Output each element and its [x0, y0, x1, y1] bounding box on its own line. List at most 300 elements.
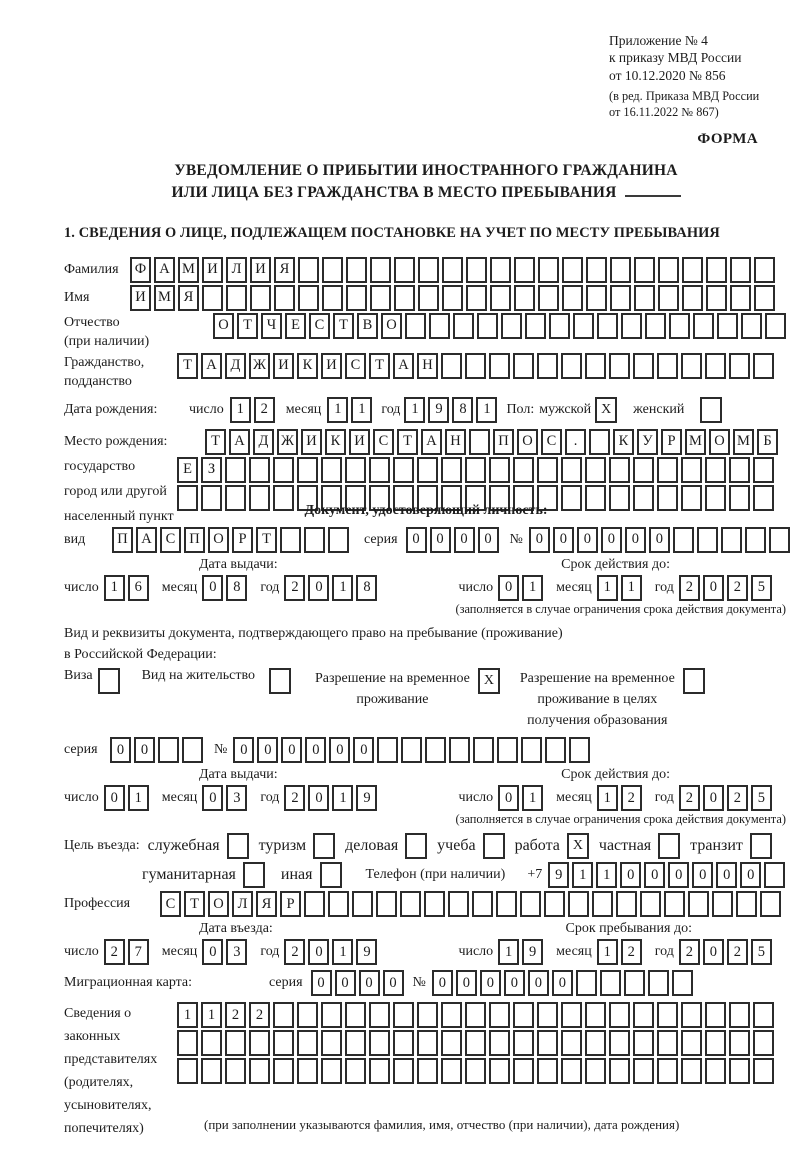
- form-cell[interactable]: [369, 1002, 390, 1028]
- form-cell[interactable]: [664, 891, 685, 917]
- form-cell[interactable]: [681, 1058, 702, 1084]
- form-cell[interactable]: [549, 313, 570, 339]
- form-cell[interactable]: Б: [757, 429, 778, 455]
- form-cell[interactable]: [645, 313, 666, 339]
- form-cell[interactable]: [706, 257, 727, 283]
- form-cell[interactable]: 0: [335, 970, 356, 996]
- form-cell[interactable]: 1: [621, 575, 642, 601]
- form-cell[interactable]: [545, 737, 566, 763]
- form-cell[interactable]: 2: [284, 785, 305, 811]
- form-cell[interactable]: [753, 1058, 774, 1084]
- form-cell[interactable]: [273, 1030, 294, 1056]
- form-cell[interactable]: [521, 737, 542, 763]
- form-cell[interactable]: [441, 1030, 462, 1056]
- form-cell[interactable]: [616, 891, 637, 917]
- form-cell[interactable]: 2: [225, 1002, 246, 1028]
- form-cell[interactable]: Ч: [261, 313, 282, 339]
- form-cell[interactable]: 1: [572, 862, 593, 888]
- form-cell[interactable]: 1: [332, 575, 353, 601]
- form-cell[interactable]: 2: [679, 939, 700, 965]
- form-cell[interactable]: [729, 1002, 750, 1028]
- form-cell[interactable]: Ф: [130, 257, 151, 283]
- form-cell[interactable]: [225, 457, 246, 483]
- form-cell[interactable]: 0: [454, 527, 475, 553]
- form-cell[interactable]: 0: [406, 527, 427, 553]
- form-cell[interactable]: 0: [202, 575, 223, 601]
- form-cell[interactable]: Т: [369, 353, 390, 379]
- form-cell[interactable]: [657, 353, 678, 379]
- form-cell[interactable]: [681, 1030, 702, 1056]
- form-cell[interactable]: [370, 285, 391, 311]
- form-cell[interactable]: 0: [281, 737, 302, 763]
- form-cell[interactable]: [249, 1030, 270, 1056]
- form-cell[interactable]: [589, 429, 610, 455]
- form-cell[interactable]: С: [541, 429, 562, 455]
- form-cell[interactable]: [297, 1002, 318, 1028]
- form-cell[interactable]: З: [201, 457, 222, 483]
- form-cell[interactable]: А: [136, 527, 157, 553]
- form-cell[interactable]: 0: [134, 737, 155, 763]
- form-cell[interactable]: [658, 285, 679, 311]
- form-cell[interactable]: 2: [727, 575, 748, 601]
- form-cell[interactable]: [453, 313, 474, 339]
- form-cell[interactable]: [561, 1002, 582, 1028]
- form-cell[interactable]: 0: [480, 970, 501, 996]
- form-cell[interactable]: 3: [226, 785, 247, 811]
- form-cell[interactable]: [469, 429, 490, 455]
- form-cell[interactable]: [466, 257, 487, 283]
- form-cell[interactable]: 1: [597, 575, 618, 601]
- form-cell[interactable]: 1: [597, 939, 618, 965]
- form-cell[interactable]: [640, 891, 661, 917]
- form-cell[interactable]: [158, 737, 179, 763]
- form-cell[interactable]: [585, 353, 606, 379]
- form-cell[interactable]: [393, 457, 414, 483]
- form-cell[interactable]: 0: [202, 785, 223, 811]
- form-cell[interactable]: 0: [110, 737, 131, 763]
- form-cell[interactable]: Р: [661, 429, 682, 455]
- form-cell[interactable]: [477, 313, 498, 339]
- form-cell[interactable]: [717, 313, 738, 339]
- form-cell[interactable]: Я: [178, 285, 199, 311]
- form-cell[interactable]: [561, 1058, 582, 1084]
- form-cell[interactable]: 0: [553, 527, 574, 553]
- form-cell[interactable]: [609, 485, 630, 511]
- purpose-humanitarian-checkbox[interactable]: [243, 862, 265, 888]
- form-cell[interactable]: [609, 457, 630, 483]
- form-cell[interactable]: [697, 527, 718, 553]
- form-cell[interactable]: [633, 485, 654, 511]
- visa-checkbox[interactable]: [98, 668, 120, 694]
- form-cell[interactable]: 0: [620, 862, 641, 888]
- form-cell[interactable]: [472, 891, 493, 917]
- form-cell[interactable]: 1: [522, 785, 543, 811]
- form-cell[interactable]: [490, 285, 511, 311]
- form-cell[interactable]: 0: [311, 970, 332, 996]
- form-cell[interactable]: 1: [404, 397, 425, 423]
- form-cell[interactable]: [760, 891, 781, 917]
- form-cell[interactable]: [465, 1030, 486, 1056]
- form-cell[interactable]: [393, 1058, 414, 1084]
- form-cell[interactable]: [753, 1030, 774, 1056]
- form-cell[interactable]: [729, 457, 750, 483]
- form-cell[interactable]: Р: [232, 527, 253, 553]
- form-cell[interactable]: [769, 527, 790, 553]
- form-cell[interactable]: 0: [716, 862, 737, 888]
- form-cell[interactable]: 2: [621, 939, 642, 965]
- form-cell[interactable]: [592, 891, 613, 917]
- form-cell[interactable]: 1: [351, 397, 372, 423]
- form-cell[interactable]: [633, 1058, 654, 1084]
- purpose-private-checkbox[interactable]: [658, 833, 680, 859]
- form-cell[interactable]: 0: [528, 970, 549, 996]
- form-cell[interactable]: [621, 313, 642, 339]
- form-cell[interactable]: [201, 1058, 222, 1084]
- form-cell[interactable]: [610, 257, 631, 283]
- form-cell[interactable]: [177, 485, 198, 511]
- purpose-business-checkbox[interactable]: [405, 833, 427, 859]
- form-cell[interactable]: [609, 1058, 630, 1084]
- form-cell[interactable]: [489, 1030, 510, 1056]
- form-cell[interactable]: [417, 1058, 438, 1084]
- form-cell[interactable]: [226, 285, 247, 311]
- form-cell[interactable]: 0: [625, 527, 646, 553]
- form-cell[interactable]: [490, 257, 511, 283]
- form-cell[interactable]: [273, 457, 294, 483]
- form-cell[interactable]: [514, 285, 535, 311]
- form-cell[interactable]: 2: [621, 785, 642, 811]
- form-cell[interactable]: [304, 891, 325, 917]
- form-cell[interactable]: 0: [456, 970, 477, 996]
- form-cell[interactable]: [705, 1030, 726, 1056]
- form-cell[interactable]: [741, 313, 762, 339]
- form-cell[interactable]: [250, 285, 271, 311]
- form-cell[interactable]: К: [613, 429, 634, 455]
- form-cell[interactable]: 0: [202, 939, 223, 965]
- form-cell[interactable]: 0: [498, 785, 519, 811]
- form-cell[interactable]: [729, 1030, 750, 1056]
- form-cell[interactable]: [225, 485, 246, 511]
- form-cell[interactable]: Т: [237, 313, 258, 339]
- form-cell[interactable]: [705, 1002, 726, 1028]
- form-cell[interactable]: [754, 257, 775, 283]
- form-cell[interactable]: [729, 485, 750, 511]
- form-cell[interactable]: [328, 527, 349, 553]
- form-cell[interactable]: Е: [177, 457, 198, 483]
- form-cell[interactable]: [449, 737, 470, 763]
- form-cell[interactable]: [693, 313, 714, 339]
- form-cell[interactable]: [489, 1058, 510, 1084]
- form-cell[interactable]: 9: [522, 939, 543, 965]
- form-cell[interactable]: [425, 737, 446, 763]
- form-cell[interactable]: С: [309, 313, 330, 339]
- form-cell[interactable]: 5: [751, 785, 772, 811]
- form-cell[interactable]: [322, 257, 343, 283]
- form-cell[interactable]: 0: [104, 785, 125, 811]
- form-cell[interactable]: [634, 285, 655, 311]
- form-cell[interactable]: Л: [226, 257, 247, 283]
- form-cell[interactable]: 8: [452, 397, 473, 423]
- form-cell[interactable]: [249, 1058, 270, 1084]
- form-cell[interactable]: Я: [256, 891, 277, 917]
- form-cell[interactable]: [201, 485, 222, 511]
- form-cell[interactable]: А: [201, 353, 222, 379]
- form-cell[interactable]: 9: [356, 939, 377, 965]
- form-cell[interactable]: 2: [284, 939, 305, 965]
- form-cell[interactable]: О: [517, 429, 538, 455]
- form-cell[interactable]: [634, 257, 655, 283]
- form-cell[interactable]: [418, 285, 439, 311]
- purpose-study-checkbox[interactable]: [483, 833, 505, 859]
- form-cell[interactable]: 7: [128, 939, 149, 965]
- form-cell[interactable]: [249, 457, 270, 483]
- form-cell[interactable]: [369, 1058, 390, 1084]
- form-cell[interactable]: [280, 527, 301, 553]
- form-cell[interactable]: [585, 1030, 606, 1056]
- form-cell[interactable]: 1: [498, 939, 519, 965]
- form-cell[interactable]: [322, 285, 343, 311]
- form-cell[interactable]: [496, 891, 517, 917]
- form-cell[interactable]: [400, 891, 421, 917]
- form-cell[interactable]: А: [154, 257, 175, 283]
- form-cell[interactable]: [442, 285, 463, 311]
- form-cell[interactable]: [609, 1002, 630, 1028]
- form-cell[interactable]: [585, 1002, 606, 1028]
- form-cell[interactable]: 1: [476, 397, 497, 423]
- form-cell[interactable]: [369, 1030, 390, 1056]
- form-cell[interactable]: 2: [254, 397, 275, 423]
- form-cell[interactable]: [585, 485, 606, 511]
- form-cell[interactable]: [538, 257, 559, 283]
- form-cell[interactable]: [345, 1058, 366, 1084]
- form-cell[interactable]: [513, 1058, 534, 1084]
- form-cell[interactable]: [562, 257, 583, 283]
- form-cell[interactable]: [393, 1030, 414, 1056]
- form-cell[interactable]: Р: [280, 891, 301, 917]
- form-cell[interactable]: [321, 1002, 342, 1028]
- form-cell[interactable]: [273, 485, 294, 511]
- form-cell[interactable]: Е: [285, 313, 306, 339]
- form-cell[interactable]: [736, 891, 757, 917]
- form-cell[interactable]: [561, 353, 582, 379]
- form-cell[interactable]: И: [301, 429, 322, 455]
- form-cell[interactable]: 6: [128, 575, 149, 601]
- form-cell[interactable]: [633, 1002, 654, 1028]
- form-cell[interactable]: 0: [432, 970, 453, 996]
- form-cell[interactable]: 0: [308, 575, 329, 601]
- form-cell[interactable]: [429, 313, 450, 339]
- form-cell[interactable]: О: [709, 429, 730, 455]
- form-cell[interactable]: [669, 313, 690, 339]
- form-cell[interactable]: 1: [104, 575, 125, 601]
- form-cell[interactable]: М: [685, 429, 706, 455]
- form-cell[interactable]: 0: [504, 970, 525, 996]
- form-cell[interactable]: И: [250, 257, 271, 283]
- form-cell[interactable]: [586, 285, 607, 311]
- residence-permit-checkbox[interactable]: [269, 668, 291, 694]
- form-cell[interactable]: [513, 457, 534, 483]
- form-cell[interactable]: 0: [577, 527, 598, 553]
- form-cell[interactable]: [497, 737, 518, 763]
- form-cell[interactable]: [681, 353, 702, 379]
- form-cell[interactable]: [405, 313, 426, 339]
- form-cell[interactable]: [537, 1030, 558, 1056]
- form-cell[interactable]: А: [421, 429, 442, 455]
- form-cell[interactable]: [345, 1030, 366, 1056]
- form-cell[interactable]: [633, 353, 654, 379]
- form-cell[interactable]: 0: [552, 970, 573, 996]
- form-cell[interactable]: [177, 1030, 198, 1056]
- form-cell[interactable]: 9: [428, 397, 449, 423]
- form-cell[interactable]: [345, 457, 366, 483]
- form-cell[interactable]: [177, 1058, 198, 1084]
- form-cell[interactable]: 0: [233, 737, 254, 763]
- form-cell[interactable]: [273, 1058, 294, 1084]
- form-cell[interactable]: [394, 257, 415, 283]
- form-cell[interactable]: 0: [529, 527, 550, 553]
- form-cell[interactable]: [585, 457, 606, 483]
- form-cell[interactable]: [537, 353, 558, 379]
- form-cell[interactable]: Я: [274, 257, 295, 283]
- form-cell[interactable]: [441, 457, 462, 483]
- form-cell[interactable]: [729, 353, 750, 379]
- form-cell[interactable]: 0: [498, 575, 519, 601]
- form-cell[interactable]: Ж: [249, 353, 270, 379]
- form-cell[interactable]: [745, 527, 766, 553]
- form-cell[interactable]: [633, 1030, 654, 1056]
- form-cell[interactable]: [417, 457, 438, 483]
- form-cell[interactable]: [345, 1002, 366, 1028]
- form-cell[interactable]: [730, 285, 751, 311]
- form-cell[interactable]: [609, 353, 630, 379]
- purpose-tourism-checkbox[interactable]: [313, 833, 335, 859]
- form-cell[interactable]: [520, 891, 541, 917]
- form-cell[interactable]: 1: [128, 785, 149, 811]
- form-cell[interactable]: [489, 353, 510, 379]
- form-cell[interactable]: Т: [333, 313, 354, 339]
- form-cell[interactable]: С: [345, 353, 366, 379]
- form-cell[interactable]: 2: [679, 785, 700, 811]
- form-cell[interactable]: 9: [356, 785, 377, 811]
- form-cell[interactable]: [513, 353, 534, 379]
- temporary-residence-checkbox[interactable]: X: [478, 668, 500, 694]
- form-cell[interactable]: 8: [226, 575, 247, 601]
- form-cell[interactable]: [705, 485, 726, 511]
- form-cell[interactable]: [501, 313, 522, 339]
- form-cell[interactable]: [681, 485, 702, 511]
- form-cell[interactable]: [682, 257, 703, 283]
- form-cell[interactable]: [298, 257, 319, 283]
- form-cell[interactable]: [448, 891, 469, 917]
- form-cell[interactable]: 1: [327, 397, 348, 423]
- form-cell[interactable]: [298, 285, 319, 311]
- form-cell[interactable]: [489, 457, 510, 483]
- form-cell[interactable]: 2: [104, 939, 125, 965]
- form-cell[interactable]: Д: [253, 429, 274, 455]
- form-cell[interactable]: [352, 891, 373, 917]
- form-cell[interactable]: [544, 891, 565, 917]
- form-cell[interactable]: [394, 285, 415, 311]
- form-cell[interactable]: [297, 1058, 318, 1084]
- form-cell[interactable]: [705, 353, 726, 379]
- form-cell[interactable]: [202, 285, 223, 311]
- form-cell[interactable]: И: [202, 257, 223, 283]
- form-cell[interactable]: Т: [397, 429, 418, 455]
- form-cell[interactable]: П: [493, 429, 514, 455]
- form-cell[interactable]: 2: [727, 939, 748, 965]
- form-cell[interactable]: [441, 353, 462, 379]
- form-cell[interactable]: [393, 1002, 414, 1028]
- form-cell[interactable]: [465, 457, 486, 483]
- form-cell[interactable]: [765, 313, 786, 339]
- form-cell[interactable]: [657, 485, 678, 511]
- form-cell[interactable]: [465, 353, 486, 379]
- form-cell[interactable]: 0: [353, 737, 374, 763]
- form-cell[interactable]: [465, 1002, 486, 1028]
- form-cell[interactable]: 2: [284, 575, 305, 601]
- form-cell[interactable]: С: [160, 527, 181, 553]
- form-cell[interactable]: [377, 737, 398, 763]
- form-cell[interactable]: 1: [332, 939, 353, 965]
- form-cell[interactable]: 0: [308, 785, 329, 811]
- form-cell[interactable]: [201, 1030, 222, 1056]
- form-cell[interactable]: [249, 485, 270, 511]
- form-cell[interactable]: .: [565, 429, 586, 455]
- form-cell[interactable]: [537, 1058, 558, 1084]
- form-cell[interactable]: 0: [308, 939, 329, 965]
- form-cell[interactable]: [610, 285, 631, 311]
- form-cell[interactable]: 0: [478, 527, 499, 553]
- form-cell[interactable]: [657, 457, 678, 483]
- form-cell[interactable]: [346, 257, 367, 283]
- sex-female-checkbox[interactable]: [700, 397, 722, 423]
- form-cell[interactable]: [753, 353, 774, 379]
- form-cell[interactable]: 1: [230, 397, 251, 423]
- form-cell[interactable]: [730, 257, 751, 283]
- form-cell[interactable]: 1: [177, 1002, 198, 1028]
- form-cell[interactable]: [562, 285, 583, 311]
- form-cell[interactable]: [304, 527, 325, 553]
- form-cell[interactable]: [573, 313, 594, 339]
- form-cell[interactable]: [473, 737, 494, 763]
- form-cell[interactable]: 0: [668, 862, 689, 888]
- form-cell[interactable]: 0: [601, 527, 622, 553]
- form-cell[interactable]: В: [357, 313, 378, 339]
- form-cell[interactable]: [597, 313, 618, 339]
- form-cell[interactable]: 1: [332, 785, 353, 811]
- form-cell[interactable]: [609, 1030, 630, 1056]
- form-cell[interactable]: [346, 285, 367, 311]
- form-cell[interactable]: М: [733, 429, 754, 455]
- form-cell[interactable]: [705, 457, 726, 483]
- purpose-transit-checkbox[interactable]: [750, 833, 772, 859]
- form-cell[interactable]: [721, 527, 742, 553]
- form-cell[interactable]: [513, 1030, 534, 1056]
- form-cell[interactable]: 0: [703, 785, 724, 811]
- form-cell[interactable]: Т: [184, 891, 205, 917]
- form-cell[interactable]: [441, 1002, 462, 1028]
- form-cell[interactable]: Т: [205, 429, 226, 455]
- form-cell[interactable]: [569, 737, 590, 763]
- form-cell[interactable]: И: [349, 429, 370, 455]
- form-cell[interactable]: [561, 457, 582, 483]
- form-cell[interactable]: Л: [232, 891, 253, 917]
- form-cell[interactable]: Ж: [277, 429, 298, 455]
- form-cell[interactable]: И: [130, 285, 151, 311]
- form-cell[interactable]: 3: [226, 939, 247, 965]
- form-cell[interactable]: [673, 527, 694, 553]
- form-cell[interactable]: 0: [740, 862, 761, 888]
